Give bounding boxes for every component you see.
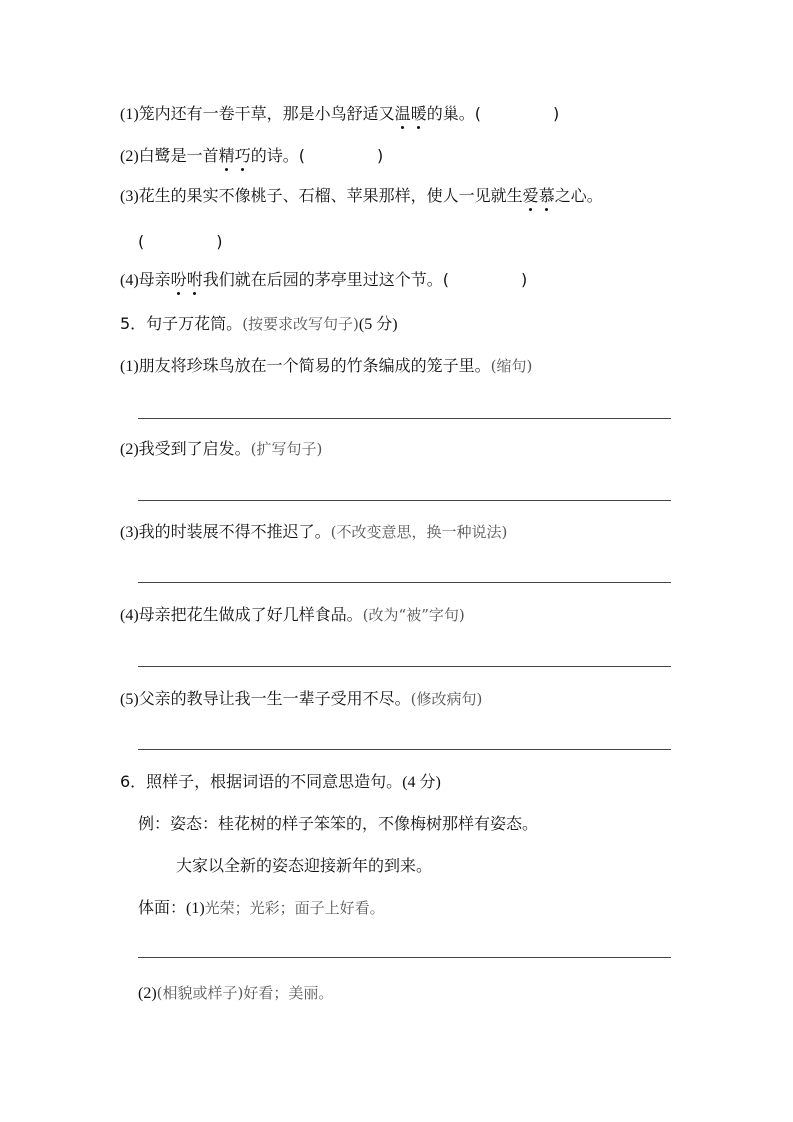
item-text: 母亲把花生做成了好几样食品。 — [138, 605, 363, 624]
question-title: 5．句子万花筒。 — [120, 314, 243, 333]
question-title: 6．照样子，根据词语的不同意思造句。 — [120, 772, 403, 791]
item-number: (1) — [120, 106, 139, 123]
emphasized-char: 吩 — [170, 270, 187, 289]
item-hint: (扩写句子) — [250, 440, 323, 458]
q4-item-3 — [120, 185, 603, 208]
item-hint: (修改病句) — [410, 690, 483, 708]
item-text: 母亲 — [138, 270, 171, 289]
item-text: 我受到了启发。 — [138, 439, 251, 458]
q5-item-3 — [120, 521, 507, 544]
item-text: 我们就在后园的茅亭里过这个节。( — [202, 270, 449, 289]
item-number: (3) — [120, 524, 139, 541]
emphasized-char: 咐 — [186, 270, 203, 289]
item-number: (2) — [120, 441, 139, 458]
q6-example — [138, 813, 538, 835]
question-score: (4 分) — [402, 774, 441, 791]
item-text: 的诗。( — [250, 146, 305, 165]
item-number: (5) — [120, 691, 139, 708]
emphasized-char: 爱 — [522, 186, 539, 205]
item-number: (1) — [120, 358, 139, 375]
close-paren: ) — [552, 104, 560, 123]
close-paren: ) — [376, 146, 384, 165]
close-paren: ) — [216, 232, 223, 251]
word-label: 体面： — [138, 898, 187, 917]
item-number: (2) — [138, 985, 157, 1002]
question-hint: (按要求改写句子) — [242, 315, 359, 333]
item-hint: (缩句) — [490, 357, 533, 375]
item-text: 白鹭是一首 — [138, 146, 219, 165]
example-sentence-1: 桂花树的样子笨笨的，不像梅树那样有姿态。 — [218, 814, 539, 833]
item-number: (4) — [120, 607, 139, 624]
item-text: 父亲的教导让我一生一辈子受用不尽。 — [138, 689, 411, 708]
close-paren: ) — [520, 270, 528, 289]
emphasized-char: 精 — [218, 146, 235, 165]
item-text: 花生的果实不像桃子、石榴、苹果那样，使人一见就生 — [138, 186, 523, 205]
emphasized-char: 巧 — [234, 146, 251, 165]
item-text: 我的时装展不得不推迟了。 — [138, 522, 331, 541]
item-number: (4) — [120, 272, 139, 289]
answer-line[interactable] — [138, 418, 671, 419]
item-text: 之心。 — [554, 186, 603, 205]
emphasized-char: 温 — [394, 104, 411, 123]
open-paren: ( — [138, 232, 145, 251]
answer-line[interactable] — [138, 749, 671, 750]
answer-line[interactable] — [138, 957, 671, 958]
q5-item-2 — [120, 438, 322, 461]
q4-item-3-answer — [138, 231, 223, 253]
meaning-text: 光荣；光彩；面子上好看。 — [204, 899, 385, 917]
q6-word-meaning-1 — [138, 897, 385, 920]
item-text: 的巢。( — [426, 104, 481, 123]
item-hint: (不改变意思，换一种说法) — [330, 523, 508, 541]
emphasized-char: 慕 — [538, 186, 555, 205]
q4-item-2 — [120, 145, 383, 168]
q5-heading — [120, 313, 398, 336]
q5-item-1 — [120, 355, 532, 378]
question-score: (5 分) — [358, 316, 398, 333]
answer-line[interactable] — [138, 582, 671, 583]
item-number: (2) — [120, 148, 139, 165]
example-label: 例：姿态： — [138, 814, 219, 833]
item-text: 笼内还有一卷干草，那是小鸟舒适又 — [138, 104, 395, 123]
q4-item-1 — [120, 103, 559, 126]
q6-example-2 — [176, 855, 432, 877]
item-number: (3) — [120, 188, 139, 205]
q5-item-5 — [120, 688, 482, 711]
example-sentence-2: 大家以全新的姿态迎接新年的到来。 — [176, 856, 433, 875]
q4-item-4 — [120, 269, 527, 292]
emphasized-char: 暖 — [410, 104, 427, 123]
q6-word-meaning-2 — [138, 982, 333, 1005]
item-text: 朋友将珍珠鸟放在一个简易的竹条编成的笼子里。 — [138, 356, 491, 375]
meaning-text: (相貌或样子)好看；美丽。 — [156, 984, 334, 1002]
item-hint: (改为“被”字句) — [362, 606, 465, 624]
q5-item-4 — [120, 604, 465, 627]
q6-heading — [120, 771, 441, 794]
item-number: (1) — [186, 900, 205, 917]
answer-line[interactable] — [138, 666, 671, 667]
answer-line[interactable] — [138, 500, 671, 501]
